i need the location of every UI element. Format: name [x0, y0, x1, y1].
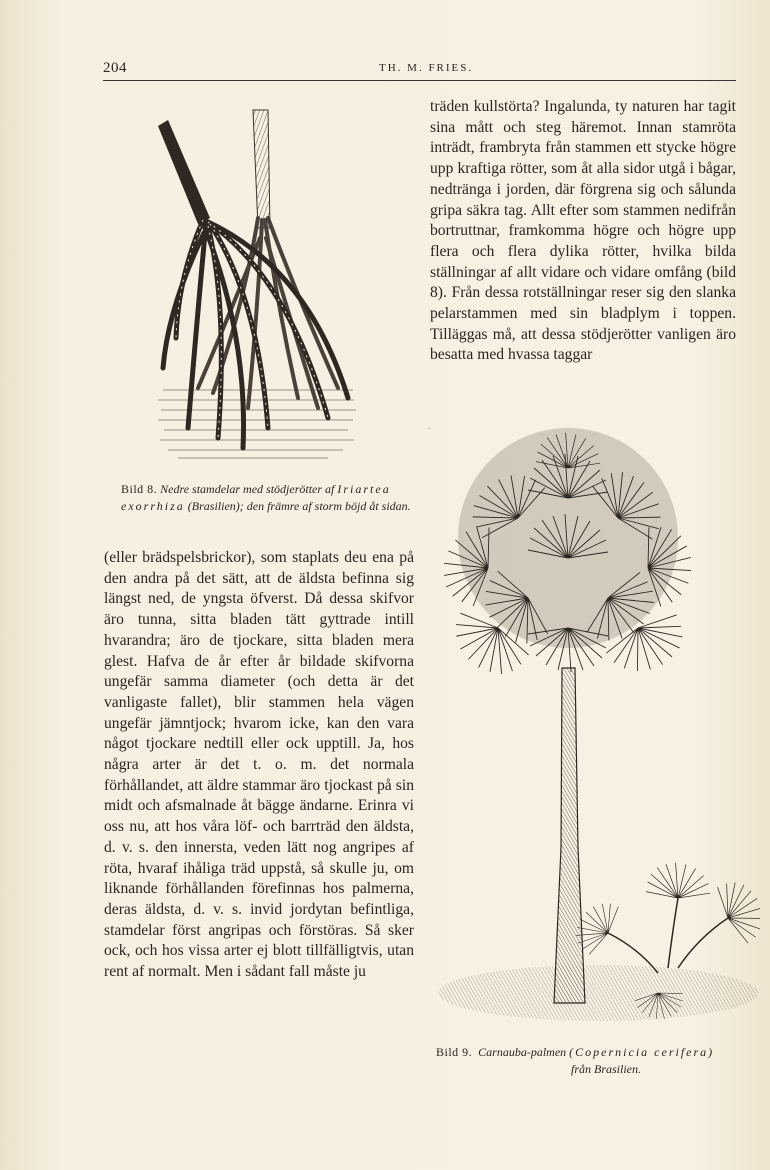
figure-9-illustration [428, 428, 760, 1034]
figure-8-label: Bild 8. [121, 482, 158, 496]
figure-9-caption [436, 1044, 736, 1078]
figure-8-caption-a: Nedre stamdelar med stödjerötter af [160, 482, 335, 496]
figure-9-label: Bild 9. [436, 1045, 473, 1059]
right-text-column [430, 97, 736, 366]
page-number: 204 [103, 60, 127, 76]
figure-8-illustration [158, 108, 358, 466]
page-header [103, 58, 736, 82]
figure-9-genus: (Copernicia cerifera) [569, 1045, 715, 1059]
figure-9-caption-a: Carnauba-palmen [478, 1045, 567, 1059]
right-column-text: träden kullstörta? Ingalunda, ty naturen har tagit sina mått och steg häremot. Innan stamröta inträdt, frambryta från stammen ett stycke högre upp kraftiga rötter, som åt alla sidor utgå i bågar, nedtränga i jorden, där förgrena sig och sålunda gripa säkra tag. Allt efter som stammen nedifrån bortruttnar, framkomma högre och högre upp flera och flera dylika rötter, hvilka bilda ställningar af allt vidare och vidare omfång (bild 8). Från dessa rotställningar reser sig den slanka pelarstammen med sin bladplym i toppen. Tilläggas må, att dessa stödjerötter vanligen äro besatta med hvassa taggar [430, 98, 736, 364]
figure-9-caption-b: från Brasilien. [570, 1062, 641, 1076]
figure-8-caption [121, 481, 411, 515]
figure-8-caption-b: (Brasilien); den främre af storm böjd åt sidan. [187, 499, 411, 513]
figure-8-genus: Iriartea exorrhiza [121, 482, 391, 513]
left-column-text: (eller brädspelsbrickor), som staplats deu ena på den andra på det sätt, att de äldsta befinna sig längst ned, de yngsta öfverst. Då dessa skifvor äro tunna, sitta bladen tätt gyttrade intill hvarandra; äro de tjockare, sitta bladen mera glest. Hafva de år efter år bildade skifvorna ungefär samma diameter (och detta är det vanligaste fallet), blir stammen hela vägen ungefär jämntjock; hvarom icke, kan den vara något tjockare nedtill eller ock upptill. Ja, hos några arter är det t. o. m. det normala förhållandet, att äldre stammar äro tjockast på sin midt och afsmalnade åt bägge ändarne. Erinra vi oss nu, att hos våra löf- och barrträd den äldsta, d. v. s. den innersta, veden lätt nog angripes af röta, hvaraf ihåliga träd uppstå, så skulle ju, om liknande förhållanden förefinnas hos palmerna, deras äldsta, d. v. s. invid jordytan befintliga, stamdelar först angripas och förstöras. Så sker ock, och hos vissa arter ej blott tillfälligtvis, utan rent af normalt. Men i sådant fall måste ju [104, 549, 414, 981]
header-rule [103, 80, 736, 81]
running-head: TH. M. FRIES. [379, 62, 474, 74]
left-text-column [104, 548, 414, 983]
